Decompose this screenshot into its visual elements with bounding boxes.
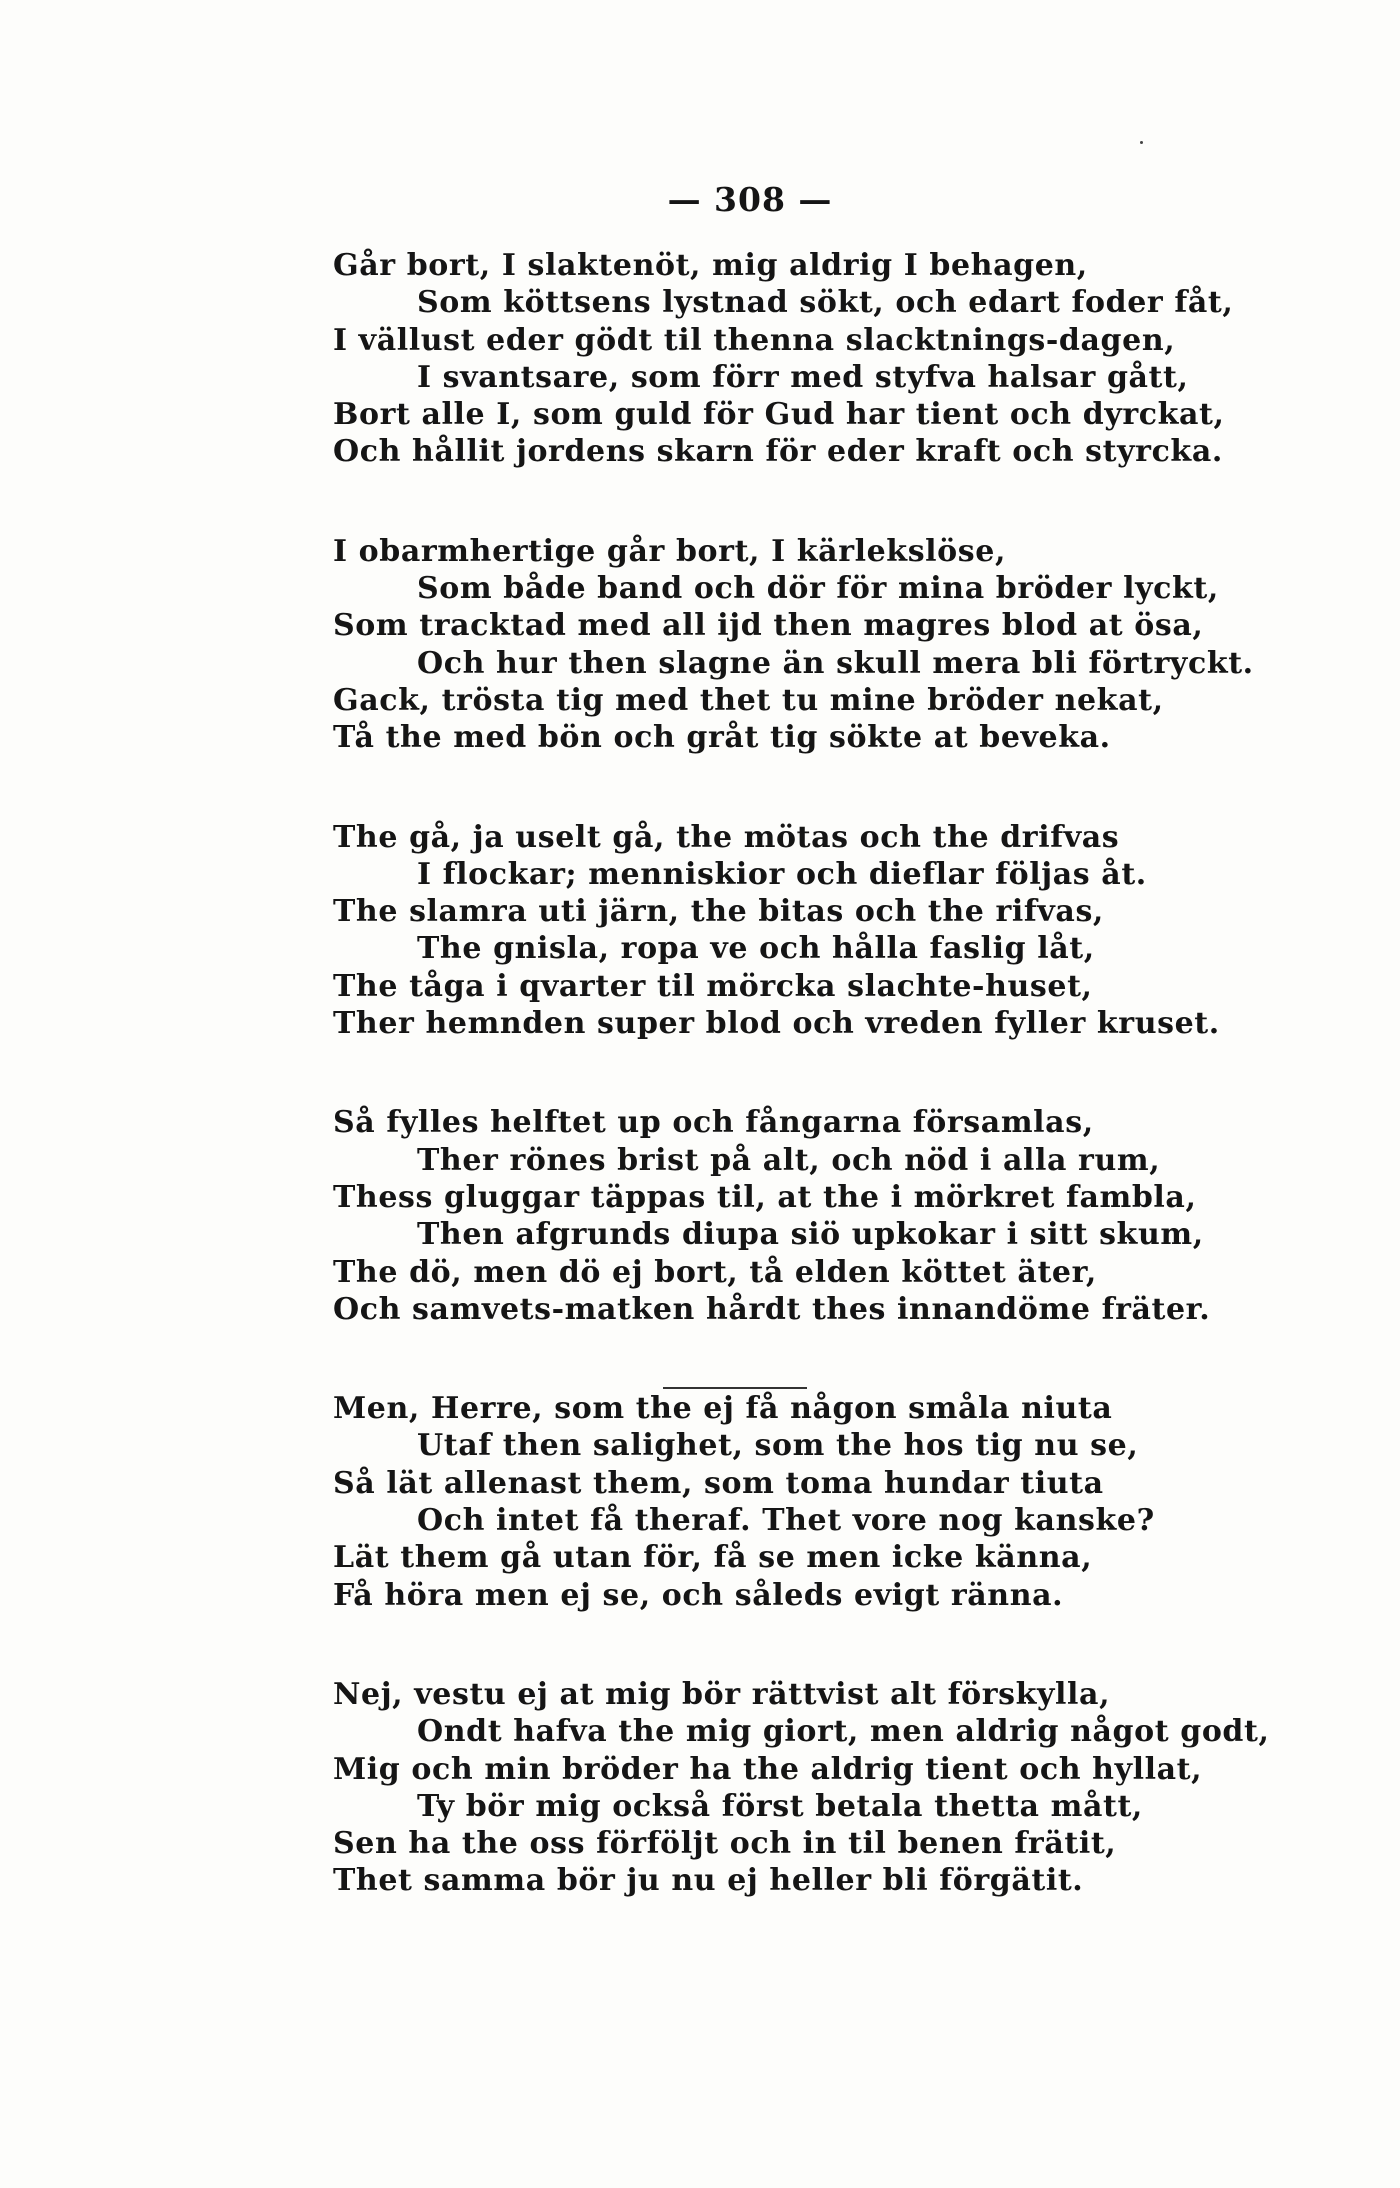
verse-line: Går bort, I slaktenöt, mig aldrig I behagen, [333,248,1088,283]
verse-line: Som både band och dör för mina bröder lyckt, [417,571,1219,607]
verse-line: Som köttsens lystnad sökt, och edart foder fåt, [417,285,1234,321]
verse-line: Ther rönes brist på alt, och nöd i alla rum, [417,1142,1161,1178]
verse-line: The gå, ja uselt gå, the mötas och the drifvas [333,819,1120,855]
page-number: — 308 — [667,180,833,219]
stanza [333,1390,1333,1614]
verse-line: Och hur then slagne än skull mera bli förtryckt. [417,645,1254,681]
verse-line: Ther hemnden super blod och vreden fyller kruset. [333,1006,1220,1042]
verse-line: Gack, trösta tig med thet tu mine bröder nekat, [333,682,1164,718]
verse-line: Så fylles helftet up och fångarna församlas, [333,1105,1094,1141]
verse-line: Utaf then salighet, som the hos tig nu se, [417,1428,1139,1464]
stanza [333,819,1333,1043]
verse-line: Men, Herre, som the ej få någon småla niuta [333,1391,1113,1427]
verse-line: The slamra uti järn, the bitas och the rifvas, [333,894,1104,930]
verse-line: I vällust eder gödt til thenna slacktnings-dagen, [333,322,1176,358]
verse-line: The gnisla, ropa ve och hålla faslig låt, [417,931,1095,967]
stanza [333,247,1333,471]
verse-line: Så lät allenast them, som toma hundar tiuta [333,1465,1104,1501]
verse-line: Thess gluggar täppas til, at the i mörkret fambla, [333,1179,1197,1215]
verse-line: Få höra men ej se, och såleds evigt ränna. [333,1577,1064,1613]
stanza [333,533,1333,757]
verse-line: Mig och min bröder ha the aldrig tient och hyllat, [333,1751,1203,1787]
verse-line: Och intet få theraf. Thet vore nog kanske? [417,1503,1155,1539]
verse-line: Ty bör mig också först betala thetta mått, [417,1788,1143,1824]
verse-line: Ondt hafva the mig giort, men aldrig något godt, [417,1714,1270,1750]
verse-line: Och hållit jordens skarn för eder kraft och styrcka. [333,434,1223,470]
verse-line: Nej, vestu ej at mig bör rättvist alt förskylla, [333,1676,1111,1712]
stanza [333,1676,1333,1900]
verse-line: I svantsare, som förr med styfva halsar gått, [417,359,1189,395]
verse-line: Lät them gå utan för, få se men icke känna, [333,1540,1093,1576]
verse-line: Bort alle I, som guld för Gud har tient och dyrckat, [333,397,1225,433]
verse-line: Som tracktad med all ijd then magres blod at ösa, [333,608,1204,644]
verse-line: Och samvets-matken hårdt thes innandöme fräter. [333,1291,1211,1327]
verse-line: I obarmhertige går bort, I kärlekslöse, [333,533,1007,569]
print-speck [1140,141,1143,144]
verse-line: Thet samma bör ju nu ej heller bli förgätit. [333,1863,1084,1899]
verse-line: I flockar; menniskior och dieflar följas åt. [417,856,1147,892]
stanza [333,1104,1333,1328]
verse-line: Tå the med bön och gråt tig sökte at beveka. [333,720,1111,756]
verse-line: The dö, men dö ej bort, tå elden köttet äter, [333,1254,1097,1290]
verse-line: Sen ha the oss förföljt och in til benen frätit, [333,1826,1117,1862]
section-divider [663,1387,807,1389]
verse-line: Then afgrunds diupa siö upkokar i sitt skum, [417,1217,1204,1253]
poem-body [333,247,1333,1962]
verse-line: The tåga i qvarter til mörcka slachte-huset, [333,968,1093,1004]
